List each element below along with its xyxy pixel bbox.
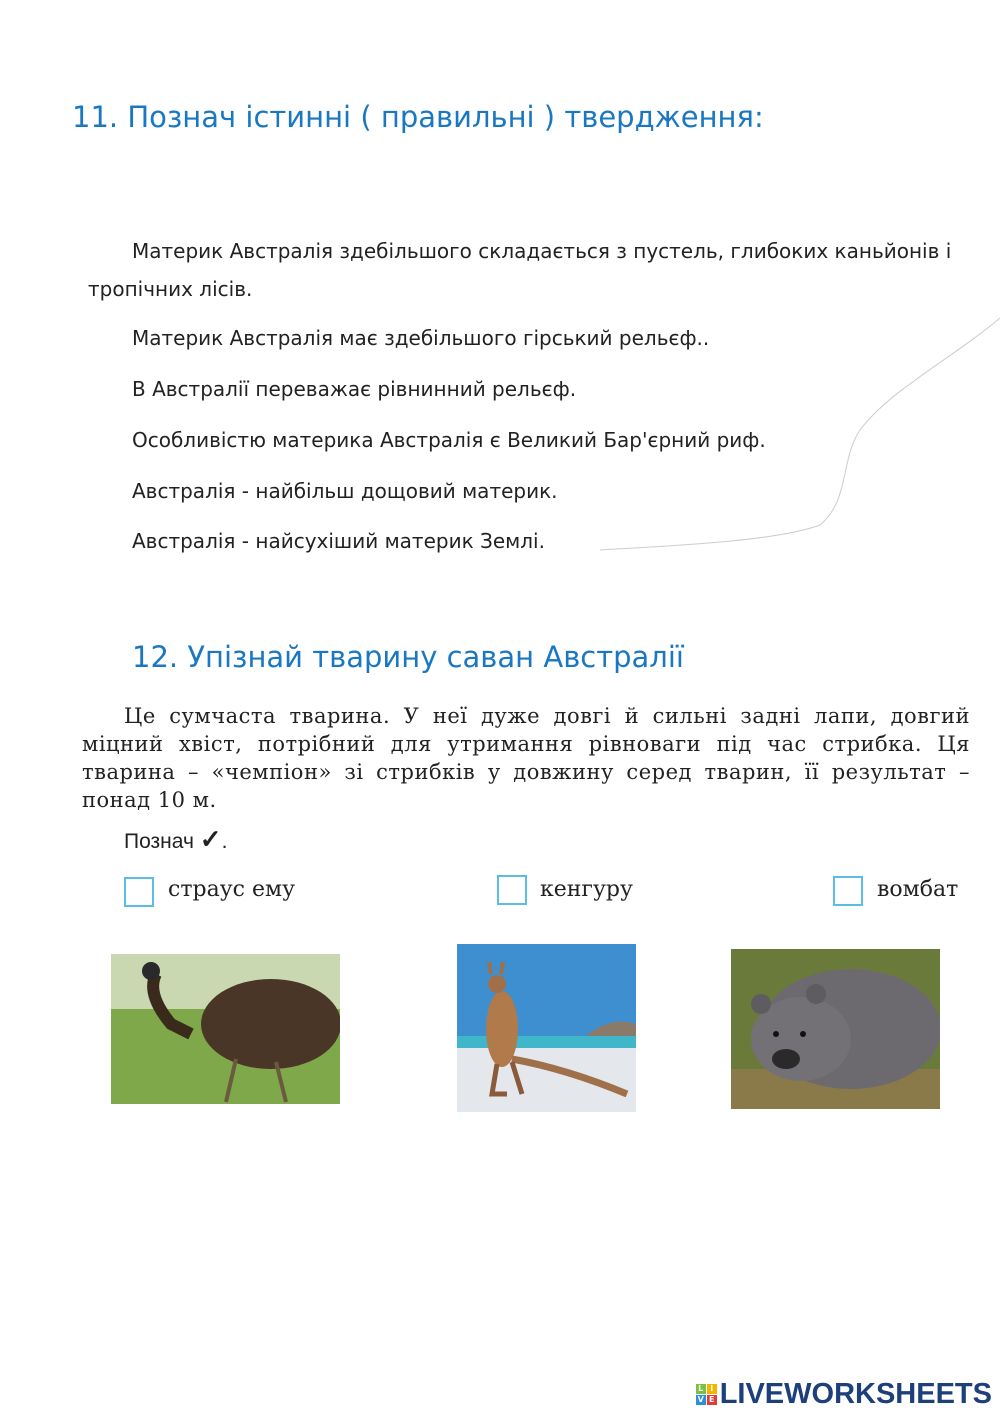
option-emu-label: страус ему: [168, 877, 296, 902]
statement-3[interactable]: В Австралії переважає рівнинний рельєф.: [132, 377, 577, 401]
statement-1-cont[interactable]: тропічних лісів.: [88, 277, 253, 301]
checkbox-kangaroo[interactable]: [497, 875, 527, 905]
statement-5[interactable]: Австралія - найбільш дощовий материк.: [132, 479, 558, 503]
option-wombat-label: вомбат: [877, 877, 959, 902]
logo-letter: V: [697, 1395, 704, 1404]
logo-letter: L: [696, 1384, 706, 1394]
emu-image: [111, 954, 340, 1104]
instruction-text: Познач: [124, 830, 194, 853]
check-mark-icon: ✓: [199, 824, 222, 854]
task11-title: 11. Познач істинні ( правильні ) твердження:: [72, 100, 764, 134]
statement-2[interactable]: Материк Австралія має здебільшого гірський рельєф..: [132, 326, 710, 350]
logo-letter: E: [707, 1395, 717, 1405]
statement-4[interactable]: Особливістю материка Австралія є Великий Бар'єрний риф.: [132, 428, 766, 452]
wombat-image: [731, 949, 940, 1109]
statement-6[interactable]: Австралія - найсухіший материк Землі.: [132, 529, 545, 553]
logo-letter: I: [707, 1384, 717, 1394]
logo-icon: [696, 1384, 717, 1405]
instruction-period: .: [221, 830, 228, 853]
checkbox-emu[interactable]: [124, 877, 154, 907]
option-kangaroo-label: кенгуру: [540, 877, 633, 902]
liveworksheets-logo: [696, 1378, 992, 1411]
task12-description: [82, 702, 970, 814]
task12-title: 12. Упізнай тварину саван Австралії: [132, 640, 684, 674]
statement-1[interactable]: Материк Австралія здебільшого складається з пустель, глибоких каньйонів і: [132, 239, 952, 263]
kangaroo-image: [457, 944, 636, 1112]
checkbox-wombat[interactable]: [833, 876, 863, 906]
description-text: Це сумчаста тварина. У неї дуже довгі й сильні задні лапи, довгий міцний хвіст, потрібний для утримання рівноваги під час стрибка. Ця тварина – «чемпіон» зі стрибків у довжину серед тварин, її результат – понад 10 м.: [82, 704, 970, 812]
logo-text: LIVEWORKSHEETS: [719, 1378, 992, 1410]
instruction: [124, 824, 227, 855]
scan-edge-line: [590, 300, 1000, 560]
